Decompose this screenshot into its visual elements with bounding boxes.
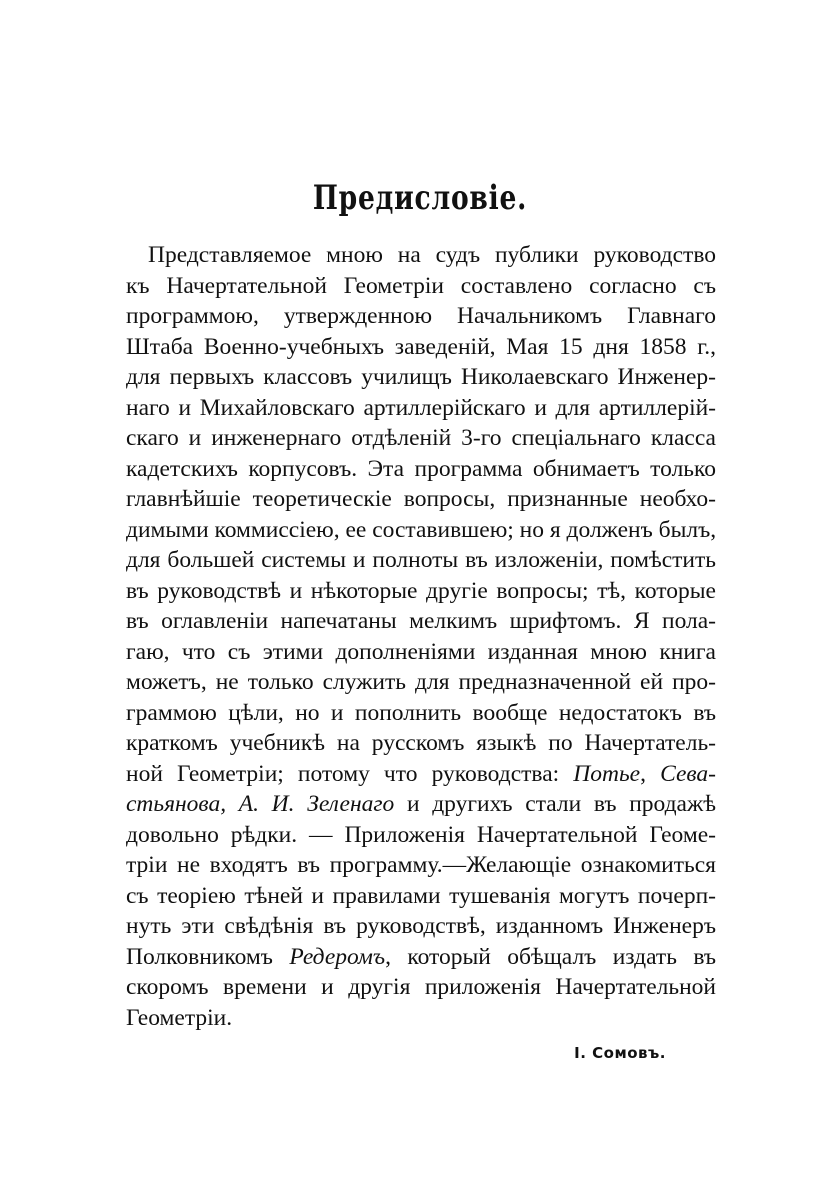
text-line-with-names <box>126 759 716 790</box>
text-line-with-names <box>126 789 716 820</box>
text-segment: Полковникомъ <box>126 943 290 970</box>
text-line: краткомъ учебникѣ на русскомъ языкѣ по Начертатель- <box>126 730 716 756</box>
text-line: нуть эти свѣдѣнія въ руководствѣ, изданномъ Инженеръ <box>126 913 716 939</box>
text-line-last: Геометріи. <box>126 1004 233 1031</box>
text-line: главнѣйшіе теоретическіе вопросы, признанные необхо- <box>126 486 716 512</box>
text-segment: и другихъ стали въ продажѣ <box>394 791 716 817</box>
text-line: скоромъ времени и другія приложенія Начертательной <box>126 974 716 1000</box>
text-line: въ оглавленіи напечатаны мелкимъ шрифтомъ. Я пола- <box>126 608 716 634</box>
text-line: для первыхъ классовъ училищъ Николаевскаго Инженер- <box>126 364 716 390</box>
text-line: наго и Михайловскаго артиллерійскаго и для артиллерій- <box>126 394 716 421</box>
preface-title: Предисловіе. <box>312 178 528 218</box>
text-line: гаю, что съ этими дополненіями изданная мною книга <box>126 638 716 665</box>
text-segment: , который обѣщалъ издать въ <box>385 943 716 970</box>
text-line: тріи не входятъ въ программу.—Желающіе ознакомиться <box>126 852 716 878</box>
text-line: Представляемое мною на судъ публики руководство <box>148 242 716 268</box>
text-line: граммою цѣли, но и пополнить вообще недостатокъ въ <box>126 699 716 726</box>
text-line-with-name <box>126 942 716 973</box>
text-line: къ Начертательной Геометріи составлено согласно съ <box>126 272 716 299</box>
author-signature: І. Сомовъ. <box>574 1044 666 1062</box>
text-segment: ной Геометріи; потому что руководства: <box>126 760 574 787</box>
text-segment: , <box>640 760 661 787</box>
text-line: программою, утвержденною Начальникомъ Главнаго <box>126 303 716 329</box>
italic-name-sevastyanov: Сева- <box>660 760 716 787</box>
italic-names: стьянова, А. И. Зеленаго <box>126 791 395 817</box>
text-line: можетъ, не только служить для предназначенной ей про- <box>126 669 716 695</box>
text-line: для большей системы и полноты въ изложеніи, помѣстить <box>126 547 716 573</box>
text-line: съ теоріею тѣней и правилами тушеванія могутъ почерп- <box>126 882 716 909</box>
italic-name-reder: Редеромъ <box>289 943 386 970</box>
text-line: димыми коммиссіею, ее составившею; но я долженъ былъ, <box>126 516 717 543</box>
text-line: довольно рѣдки. — Приложенія Начертательной Геоме- <box>126 821 716 848</box>
preface-body <box>126 240 716 1033</box>
text-line: кадетскихъ корпусовъ. Эта программа обнимаетъ только <box>126 455 716 482</box>
text-line: Штаба Военно-учебныхъ заведеній, Мая 15 дня 1858 г., <box>126 333 716 360</box>
text-line: скаго и инженернаго отдѣленій 3-го спеціальнаго класса <box>126 425 716 451</box>
text-line: въ руководствѣ и нѣкоторые другіе вопросы; тѣ, которые <box>126 577 716 604</box>
italic-name-potye: Потье <box>573 760 641 787</box>
